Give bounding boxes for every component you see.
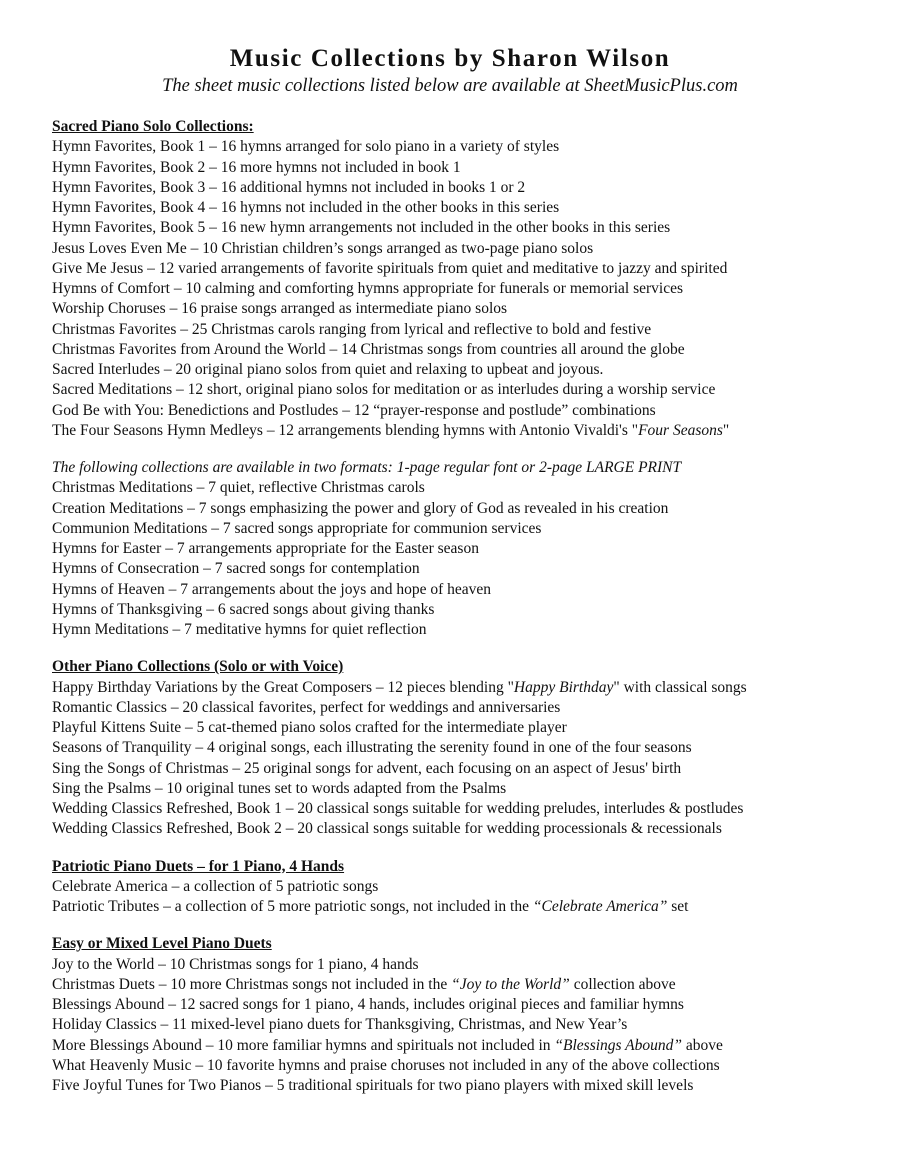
list-item: Hymn Favorites, Book 3 – 16 additional hymns not included in books 1 or 2 (52, 178, 526, 196)
list-item: Hymns of Comfort – 10 calming and comforting hymns appropriate for funerals or memorial services (52, 280, 684, 297)
item-text: set (667, 898, 689, 915)
list-item: Hymn Meditations – 7 meditative hymns for quiet reflection (52, 621, 427, 638)
list-item: Hymns of Thanksgiving – 6 sacred songs about giving thanks (52, 600, 435, 618)
patriotic-section (52, 857, 892, 918)
list-item: Jesus Loves Even Me – 10 Christian children’s songs arranged as two-page piano solos (52, 239, 594, 257)
page-title: Music Collections by Sharon Wilson (229, 45, 671, 72)
list-item: Wedding Classics Refreshed, Book 1 – 20 classical songs suitable for wedding preludes, interludes & postludes (52, 800, 744, 817)
section-heading-other: Other Piano Collections (Solo or with Voice) (52, 658, 344, 676)
list-item: Sacred Interludes – 20 original piano solos from quiet and relaxing to upbeat and joyous. (52, 361, 604, 378)
list-item (52, 897, 892, 917)
list-item: Hymn Favorites, Book 2 – 16 more hymns not included in book 1 (52, 158, 461, 176)
item-text: Patriotic Tributes – a collection of 5 more patriotic songs, not included in the (52, 898, 533, 915)
item-text: The Four Seasons Hymn Medleys – 12 arrangements blending hymns with Antonio Vivaldi's " (52, 421, 639, 439)
page-subtitle: The sheet music collections listed below are available at SheetMusicPlus.com (162, 76, 738, 96)
list-item (52, 1036, 892, 1056)
list-item: God Be with You: Benedictions and Postludes – 12 “prayer-response and postlude” combinations (52, 401, 656, 419)
list-item (52, 975, 892, 995)
list-item: Holiday Classics – 11 mixed-level piano duets for Thanksgiving, Christmas, and New Year’s (52, 1016, 628, 1034)
item-text: collection above (569, 975, 676, 993)
list-item: Five Joyful Tunes for Two Pianos – 5 traditional spirituals for two piano players with mixed skill levels (52, 1077, 694, 1094)
list-item: Give Me Jesus – 12 varied arrangements of favorite spirituals from quiet and meditative to jazzy and spirited (52, 259, 728, 277)
section-heading-easy: Easy or Mixed Level Piano Duets (52, 935, 272, 953)
item-text: More Blessings Abound – 10 more familiar hymns and spirituals not included in (52, 1036, 555, 1054)
item-italic-title: Happy Birthday (513, 678, 614, 696)
list-item: Hymns of Consecration – 7 sacred songs for contemplation (52, 560, 420, 578)
item-text: " (722, 421, 730, 439)
list-item: Joy to the World – 10 Christmas songs for 1 piano, 4 hands (52, 955, 419, 973)
list-item: Blessings Abound – 12 sacred songs for 1 piano, 4 hands, includes original pieces and familiar hymns (52, 996, 684, 1013)
item-text: " with classical songs (613, 678, 747, 696)
spacer (52, 441, 892, 458)
item-italic-title: Four Seasons (638, 421, 723, 439)
section-heading-sacred: Sacred Piano Solo Collections: (52, 118, 254, 135)
list-item: Hymns of Heaven – 7 arrangements about the joys and hope of heaven (52, 580, 492, 598)
item-italic-title: “Blessings Abound” (554, 1036, 683, 1054)
item-italic-title: “Celebrate America” (532, 898, 668, 915)
formats-section (52, 458, 892, 640)
list-item: What Heavenly Music – 10 favorite hymns and praise choruses not included in any of the above collections (52, 1056, 720, 1074)
spacer (52, 640, 892, 657)
easy-section (52, 934, 892, 1096)
list-item (52, 421, 892, 441)
sacred-section (52, 117, 892, 441)
list-item: Wedding Classics Refreshed, Book 2 – 20 classical songs suitable for wedding processionals & recessionals (52, 820, 722, 838)
item-text: above (682, 1036, 723, 1054)
spacer (52, 917, 892, 934)
list-item: Creation Meditations – 7 songs emphasizing the power and glory of God as revealed in his creation (52, 499, 669, 517)
list-item: Hymns for Easter – 7 arrangements appropriate for the Easter season (52, 540, 479, 557)
page-header (0, 44, 900, 98)
list-item: Sacred Meditations – 12 short, original piano solos for meditation or as interludes during a worship service (52, 381, 716, 399)
list-item: Hymn Favorites, Book 4 – 16 hymns not included in the other books in this series (52, 199, 560, 216)
list-item: Seasons of Tranquility – 4 original songs, each illustrating the serenity found in one of the four seasons (52, 739, 692, 757)
collections-list (52, 117, 892, 1096)
list-item: Playful Kittens Suite – 5 cat-themed piano solos crafted for the intermediate player (52, 719, 567, 736)
section-heading-patriotic: Patriotic Piano Duets – for 1 Piano, 4 Hands (52, 857, 345, 875)
list-item: Romantic Classics – 20 classical favorites, perfect for weddings and anniversaries (52, 698, 561, 716)
list-item: Sing the Psalms – 10 original tunes set to words adapted from the Psalms (52, 779, 507, 797)
list-item: Christmas Meditations – 7 quiet, reflective Christmas carols (52, 479, 425, 497)
list-item: Hymn Favorites, Book 5 – 16 new hymn arrangements not included in the other books in this series (52, 219, 671, 237)
list-item: Sing the Songs of Christmas – 25 original songs for advent, each focusing on an aspect of Jesus' birth (52, 759, 682, 777)
item-italic-title: “Joy to the World” (451, 975, 570, 993)
list-item (52, 678, 892, 698)
spacer (52, 840, 892, 857)
list-item: Celebrate America – a collection of 5 patriotic songs (52, 877, 379, 895)
list-item: Communion Meditations – 7 sacred songs appropriate for communion services (52, 519, 542, 537)
list-item: Worship Choruses – 16 praise songs arranged as intermediate piano solos (52, 300, 508, 318)
item-text: Happy Birthday Variations by the Great Composers – 12 pieces blending " (52, 678, 514, 696)
list-item: Hymn Favorites, Book 1 – 16 hymns arranged for solo piano in a variety of styles (52, 138, 560, 156)
list-item: Christmas Favorites – 25 Christmas carols ranging from lyrical and reflective to bold and festive (52, 320, 652, 338)
formats-note: The following collections are available in two formats: 1-page regular font or 2-page LARGE PRINT (52, 459, 682, 476)
item-text: Christmas Duets – 10 more Christmas songs not included in the (52, 975, 452, 993)
list-item: Christmas Favorites from Around the World – 14 Christmas songs from countries all around the globe (52, 340, 685, 358)
other-section (52, 657, 892, 839)
